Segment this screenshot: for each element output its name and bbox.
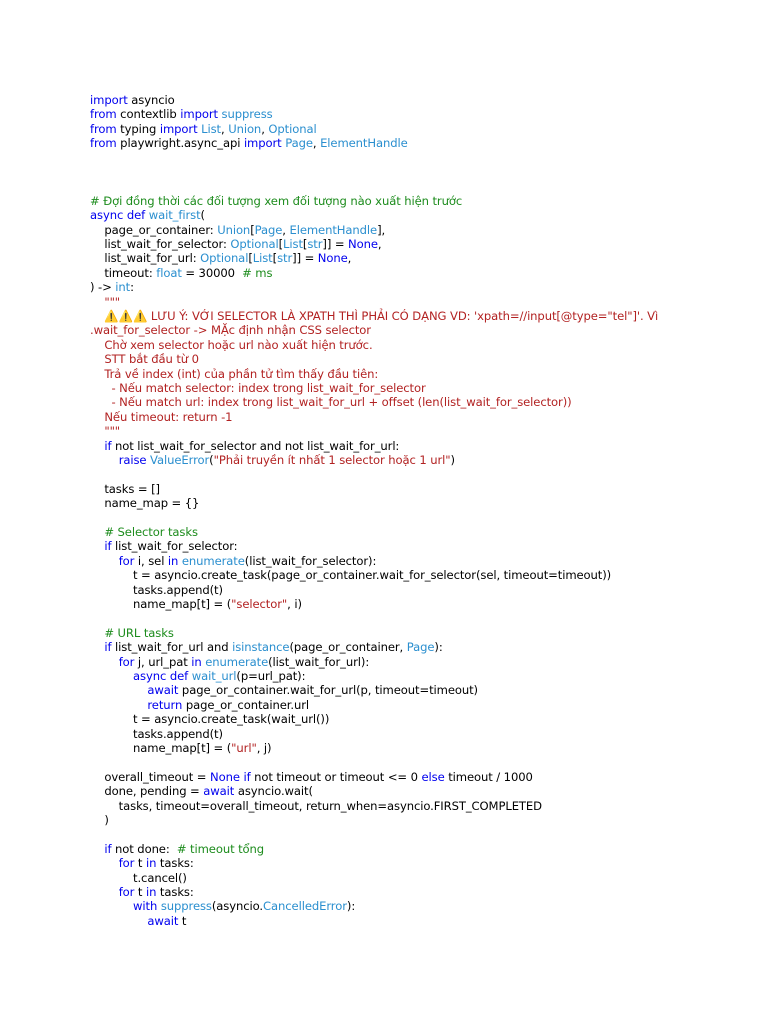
code-token: page_or_container: [90,222,218,237]
code-token: Optional [200,251,249,266]
code-token: name_map[t] = ( [90,597,232,611]
code-token: in [191,654,202,669]
code-line [90,626,174,641]
code-token: int [115,280,131,295]
code-token: done, pending = [90,784,204,799]
code-token: ]] = [322,237,349,251]
code-line [90,107,273,122]
code-token: list_wait_for_url: [90,251,201,266]
code-token: str [307,237,323,251]
code-token: wait_url [191,669,237,683]
code-line [90,309,658,324]
code-token: Union [217,222,251,237]
code-token: if [104,438,112,453]
code-token: async [133,669,167,683]
code-line [90,352,199,367]
code-line [90,410,232,425]
code-token: asyncio [127,93,175,107]
code-token: # Selector tasks [90,525,198,539]
code-token: List [252,251,273,266]
code-token: ( [200,208,205,223]
code-token: raise [118,453,147,467]
code-token: [ [302,237,308,251]
code-token: async [90,208,124,223]
code-token [90,453,119,467]
code-token: contextlib [116,107,181,122]
code-line [90,395,572,410]
code-line [90,597,302,612]
code-token: (p=url_pat): [236,669,306,683]
code-token: suppress [221,107,273,122]
code-line [90,251,351,266]
code-line [90,381,426,396]
code-line [90,669,305,684]
code-token: typing [116,121,160,136]
code-line [90,237,382,252]
code-token: ElementHandle [320,136,408,151]
code-line [90,439,399,454]
code-token: - Nếu match selector: index trong list_wait_for_selector [90,381,426,395]
code-line [90,799,542,814]
code-token: name_map = {} [90,496,200,511]
code-token: ) -> [90,280,116,295]
code-line [90,280,134,295]
code-line [90,583,223,598]
code-token: not timeout or timeout <= 0 [250,769,422,784]
code-token: STT bắt đầu từ 0 [90,352,199,367]
code-token: if [104,539,112,554]
code-token: tasks = [] [90,481,160,496]
code-token: [ [278,237,284,251]
code-token: Optional [268,121,317,136]
code-token: float [156,265,182,280]
code-token: tasks: [156,856,194,871]
code-token: [ [248,251,253,266]
code-line [90,525,198,540]
code-token: [ [250,222,255,237]
code-token [90,669,133,683]
code-line [90,640,443,655]
code-token: Page [254,222,283,237]
code-token: (list_wait_for_selector): [244,553,377,568]
code-token: : [130,280,134,295]
code-token [90,640,104,654]
code-line [90,712,329,727]
code-token: suppress [160,899,212,914]
code-token [90,899,133,913]
code-token: await [203,784,235,799]
code-line [90,741,271,756]
code-token: ValueError [150,453,210,467]
code-token: def [126,208,146,223]
code-line [90,194,462,209]
code-token: playwright.async_api [116,136,244,151]
code-token: j, url_pat [134,654,192,669]
code-token: (page_or_container, [289,640,407,655]
code-line [90,856,194,871]
code-token: , i) [287,597,302,611]
code-line [90,323,371,338]
code-token: timeout: [90,265,157,280]
code-token: await [147,913,179,928]
code-line [90,842,264,857]
code-token: import [180,107,218,122]
code-token: ]] = [292,251,318,266]
code-token: in [145,885,157,899]
code-token: """ [90,294,121,309]
code-token [90,554,119,568]
code-line [90,539,237,554]
code-line [90,655,369,670]
code-line [90,784,313,799]
code-token: Page [406,640,435,655]
code-line [90,136,408,151]
code-line [90,770,533,785]
code-token: Union [228,121,262,136]
code-token: return [147,697,183,712]
code-token: None [210,769,240,784]
code-token: - Nếu match url: index trong list_wait_for_url + offset (len(list_wait_for_selector)) [90,395,572,410]
code-line [90,482,160,497]
code-token: , j) [256,741,272,755]
code-token: from [90,136,117,151]
code-token [90,683,147,697]
code-token: # URL tasks [90,625,174,640]
code-token: isinstance [232,640,290,655]
code-token: if [104,841,112,856]
code-token: for [118,885,135,899]
code-line [90,424,120,439]
code-line [90,338,373,353]
code-token: Chờ xem selector hoặc url nào xuất hiện trước. [90,337,373,352]
code-token: t = asyncio.create_task(wait_url()) [90,712,330,727]
code-token: ⚠️⚠️⚠️ LƯU Ý: VỚI SELECTOR LÀ XPATH THÌ PHẢI CÓ DẠNG VD: 'xpath=//input[@type="tel"]'. Vì [90,309,659,323]
code-line [90,453,455,468]
code-token: await [147,683,179,698]
code-token: tasks.append(t) [90,582,223,597]
code-token: import [159,121,198,136]
code-token: with [133,899,158,914]
code-token: ], [377,222,386,237]
code-line [90,208,205,223]
code-line [90,885,194,900]
code-token: CancelledError [263,899,347,914]
code-token [90,856,119,870]
code-token: t [134,856,146,871]
code-token: Trả về index (int) của phần tử tìm thấy đầu tiên: [90,366,379,381]
code-token: [ [272,251,278,266]
code-token: None [348,237,378,251]
code-token: overall_timeout = [90,769,211,784]
code-token: Nếu timeout: return -1 [90,409,233,424]
code-token: from [90,107,117,122]
code-token: t.cancel() [90,870,187,885]
code-token: import [243,136,282,151]
code-token: asyncio.wait( [234,784,313,799]
code-token: , [261,121,269,136]
code-token: for [118,856,135,871]
code-token [90,914,147,928]
code-line [90,367,378,382]
code-token: in [167,553,179,568]
code-token: List [201,121,222,136]
code-line [90,122,317,137]
code-token: page_or_container.url [182,697,310,712]
code-line [90,727,223,742]
code-token: i, sel [134,553,168,568]
code-token: ): [346,899,356,914]
code-line [90,223,385,238]
code-token: not done: [111,841,177,856]
code-line [90,496,199,511]
code-token: enumerate [205,654,269,669]
code-token: ElementHandle [289,222,378,237]
code-token [90,698,147,712]
code-token: None [317,251,348,266]
code-token: enumerate [181,553,245,568]
code-token: timeout / 1000 [444,769,533,784]
code-token: (list_wait_for_url): [268,654,370,669]
code-token: (asyncio. [211,899,264,914]
code-token [90,842,104,856]
code-line [90,93,175,108]
code-token: list_wait_for_selector: [111,539,238,554]
code-token [90,885,119,899]
code-token: , [312,136,321,151]
code-line [90,266,272,281]
code-line [90,568,611,583]
code-line [90,554,376,569]
code-token: from [90,121,117,136]
code-token: List [283,237,303,251]
code-line [90,813,109,828]
code-token: tasks, timeout=overall_timeout, return_when=asyncio.FIRST_COMPLETED [90,798,542,813]
code-token: """ [90,424,121,439]
code-token: t [134,885,146,899]
code-token: # Đợi đồng thời các đối tượng xem đối tượng nào xuất hiện trước [90,193,463,208]
code-token: t [178,913,187,928]
code-line [90,914,186,929]
code-token: ) [450,453,455,467]
code-token: , [282,222,290,237]
code-token: def [169,669,189,683]
code-token: , [221,121,229,136]
code-token: tasks: [156,885,194,899]
code-token: ): [434,640,443,655]
code-token: if [104,640,112,655]
code-token: Page [285,136,313,151]
code-line [90,698,309,713]
code-token: for [118,553,135,568]
code-token: , [347,251,352,266]
code-token: .wait_for_selector -> MẶc định nhận CSS selector [90,323,371,338]
code-token: else [421,769,445,784]
code-line [90,899,355,914]
code-token: import [90,93,128,107]
code-token: t = asyncio.create_task(page_or_container.wait_for_selector(sel, timeout=timeout)) [90,568,612,583]
code-token [90,539,104,553]
code-token: for [118,654,135,669]
code-token: wait_first [148,208,201,223]
code-token: , [377,237,382,251]
code-token: tasks.append(t) [90,726,223,741]
code-token [90,655,119,669]
code-line [90,683,478,698]
code-token: # ms [242,265,273,280]
code-token: "url" [231,741,257,755]
code-token: name_map[t] = ( [90,741,232,755]
code-token: list_wait_for_selector: [90,237,231,251]
code-token: "selector" [231,597,288,611]
code-token: in [145,856,157,871]
code-token: not list_wait_for_selector and not list_wait_for_url: [111,438,400,453]
code-token: ( [209,453,214,467]
code-token: = 30000 [181,265,243,280]
code-token: "Phải truyền ít nhất 1 selector hoặc 1 url" [213,453,451,467]
code-token: str [277,251,293,266]
code-token: list_wait_for_url and [111,640,233,655]
code-token: # timeout tổng [176,841,265,856]
code-token: if [243,769,251,784]
code-line [90,295,120,310]
code-token: ) [90,813,109,827]
code-token: Optional [230,237,279,251]
code-token: page_or_container.wait_for_url(p, timeout=timeout) [178,683,478,698]
code-token [90,439,104,453]
code-line [90,871,187,886]
